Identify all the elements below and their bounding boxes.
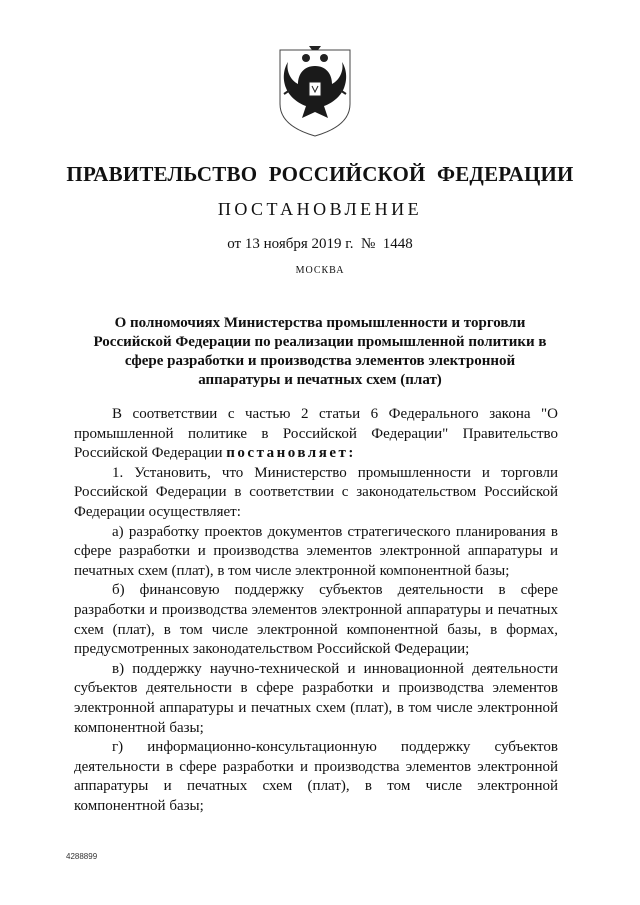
item-a-paragraph: а) разработку проектов документов стратегического планирования в сфере разработки и производства элементов электронной аппаратуры и печатных схем (плат), в том числе электронной компонентной базы; — [74, 523, 558, 579]
document-type: ПОСТАНОВЛЕНИЕ — [217, 199, 423, 219]
document-number: 1448 — [382, 236, 413, 252]
document-body — [74, 405, 558, 816]
coat-of-arms-icon — [276, 44, 354, 140]
preamble-text: В соответствии с частью 2 статьи 6 Федерального закона "О промышленной политике в Российской Федерации" Правительство Российской Федерации — [74, 406, 558, 462]
date-text: от 13 ноября 2019 г. — [227, 236, 354, 252]
item-g-paragraph: г) информационно-консультационную поддержку субъектов деятельности в сфере разработки и производства элементов электронной аппаратуры и печатных схем (плат), в том числе электронной компонентной базы; — [74, 739, 558, 814]
preamble-paragraph — [74, 405, 558, 464]
document-code: 4288899 — [66, 852, 98, 861]
government-title: ПРАВИТЕЛЬСТВО РОССИЙСКОЙ ФЕДЕРАЦИИ — [66, 162, 574, 186]
number-sign: № — [360, 236, 376, 252]
item-1-paragraph: 1. Установить, что Министерство промышленности и торговли Российской Федерации в соответствии с законодательством Российской Федерации осуществляет: — [74, 464, 558, 520]
item-v-paragraph: в) поддержку научно-технической и инновационной деятельности субъектов деятельности в сфере разработки и производства элементов электронной аппаратуры и печатных схем (плат), в том числе электронной компонентной базы; — [74, 660, 558, 736]
document-date — [0, 236, 640, 253]
item-b-paragraph: б) финансовую поддержку субъектов деятельности в сфере разработки и производства элементов электронной аппаратуры и печатных схем (плат), в том числе электронной компонентной базы, в формах, предусмотренных законодательством Российской Федерации; — [74, 582, 558, 658]
document-subject: О полномочиях Министерства промышленности и торговли Российской Федерации по реализации промышленной политики в сфере разработки и производства элементов электронной аппаратуры и печатных схем (плат) — [93, 315, 547, 388]
resolves-word: постановляет: — [226, 445, 356, 462]
city: МОСКВА — [295, 265, 345, 276]
